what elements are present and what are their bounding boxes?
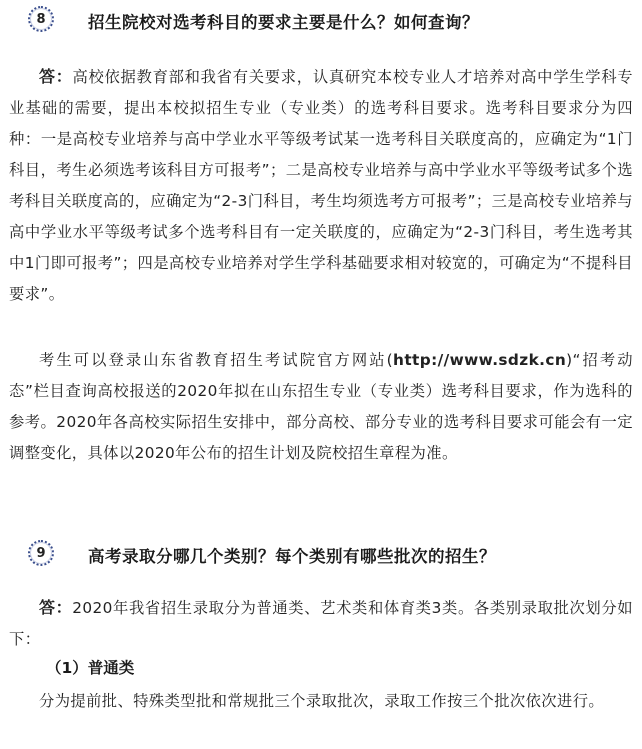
question-8-header (0, 2, 642, 42)
number-badge-icon (28, 6, 54, 32)
question-9-header (0, 536, 642, 576)
question-title: 招生院校对选考科目的要求主要是什么？如何查询？ (88, 13, 479, 32)
question-number: 9 (31, 543, 51, 563)
number-badge-icon (28, 540, 54, 566)
answer-paragraph (9, 61, 633, 310)
answer-text: 2020年我省招生录取分为普通类、艺术类和体育类3类。各类别录取批次划分如下： (9, 599, 633, 648)
question-number: 8 (31, 9, 51, 29)
section-subheading: （1）普通类 (46, 659, 135, 677)
answer-text: 高校依据教育部和我省有关要求，认真研究本校专业人才培养对高中学生学科专业基础的需要，提出本校拟招生专业（专业类）的选考科目要求。选考科目要求分为四种：一是高校专业培养与高中学业水平等级考试某一选考科目关联度高的，应确定为“1门科目，考生必须选考该科目方可报考”；二是高校专业培养与高中学业水平等级考试多个选考科目关联度高的，应确定为“2-3门科目，考生均须选考方可报考”；三是高校专业培养与高中学业水平等级考试多个选考科目有一定关联度的，应确定为“2-3门科目，考生选考其中1门即可报考”；四是高校专业培养对学生学科基础要求相对较宽的，可确定为“不提科目要求”。 (9, 68, 633, 303)
answer-paragraph (9, 345, 633, 469)
answer-text: 考生可以登录山东省教育招生考试院官方网站( (39, 351, 394, 369)
question-title: 高考录取分哪几个类别？每个类别有哪些批次的招生？ (88, 547, 496, 566)
answer-text: 分为提前批、特殊类型批和常规批三个录取批次，录取工作按三个批次依次进行。 (39, 692, 605, 710)
answer-label: 答： (39, 598, 73, 617)
answer-paragraph (9, 686, 633, 717)
answer-paragraph (9, 592, 633, 655)
answer-label: 答： (39, 67, 73, 86)
answer-text: )“招考动态”栏目查询高校报送的2020年拟在山东招生专业（专业类）选考科目要求，作为选科的参考。2020年各高校实际招生安排中，部分高校、部分专业的选考科目要求可能会有一定调整变化，具体以2020年公布的招生计划及院校招生章程为准。 (9, 351, 633, 462)
website-link[interactable]: http://www.sdzk.cn (393, 351, 567, 369)
